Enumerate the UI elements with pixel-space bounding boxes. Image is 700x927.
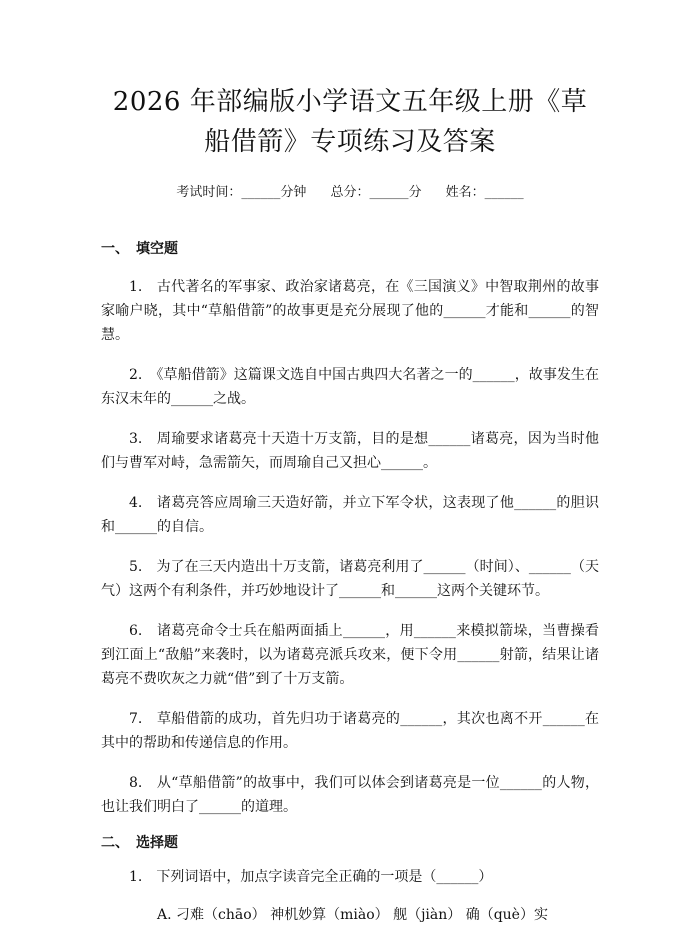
fill-blank-question: 7. 草船借箭的成功，首先归功于诸葛亮的______，其次也离不开______在其中的帮助和传递信息的作用。	[101, 711, 599, 751]
exam-meta	[101, 183, 599, 203]
document-title: 2026 年部编版小学语文五年级上册《草船借箭》专项练习及答案	[112, 87, 588, 157]
section-title: 填空题	[136, 241, 178, 257]
fill-blank-question: 5. 为了在三天内造出十万支箭，诸葛亮利用了______（时间）、______（天气）这两个有利条件，并巧妙地设计了______和______这两个关键环节。	[101, 559, 599, 599]
fill-blank-question: 6. 诸葛亮命令士兵在船两面插上______，用______来模拟箭垛，当曹操看到江面上“敌船”来袭时，以为诸葛亮派兵攻来，便下令用______射箭，结果让诸葛亮不费吹灰之力就“借”到了十万支箭。	[101, 623, 599, 687]
section-heading-choice	[101, 833, 599, 853]
fill-blank-question: 1. 古代著名的军事家、政治家诸葛亮，在《三国演义》中智取荆州的故事家喻户晓，其中“草船借箭”的故事更是充分展现了他的______才能和______的智慧。	[101, 279, 599, 343]
section-title: 选择题	[136, 835, 178, 851]
fill-blank-question: 2. 《草船借箭》这篇课文选自中国古典四大名著之一的______，故事发生在东汉末年的______之战。	[101, 367, 599, 407]
exam-time: 考试时间：______分钟	[176, 185, 307, 200]
section-heading-fill-blank	[101, 239, 599, 259]
fill-blank-question: 8. 从“草船借箭”的故事中，我们可以体会到诸葛亮是一位______的人物，也让我们明白了______的道理。	[101, 775, 599, 815]
section-number: 一、	[101, 241, 129, 257]
choice-option-a: A. 刁难（chāo） 神机妙算（miào） 舰（jiàn） 确（què）实	[157, 907, 548, 923]
choice-question: 1. 下列词语中，加点字读音完全正确的一项是（______）	[129, 869, 493, 885]
fill-blank-question: 4. 诸葛亮答应周瑜三天造好箭，并立下军令状，这表现了他______的胆识和______的自信。	[101, 495, 599, 535]
section-number: 二、	[101, 835, 129, 851]
exam-score: 总分：______分	[330, 185, 422, 200]
fill-blank-question: 3. 周瑜要求诸葛亮十天造十万支箭，目的是想______诸葛亮，因为当时他们与曹军对峙，急需箭矢，而周瑜自己又担心______。	[101, 431, 599, 471]
exam-name: 姓名：______	[445, 185, 524, 200]
